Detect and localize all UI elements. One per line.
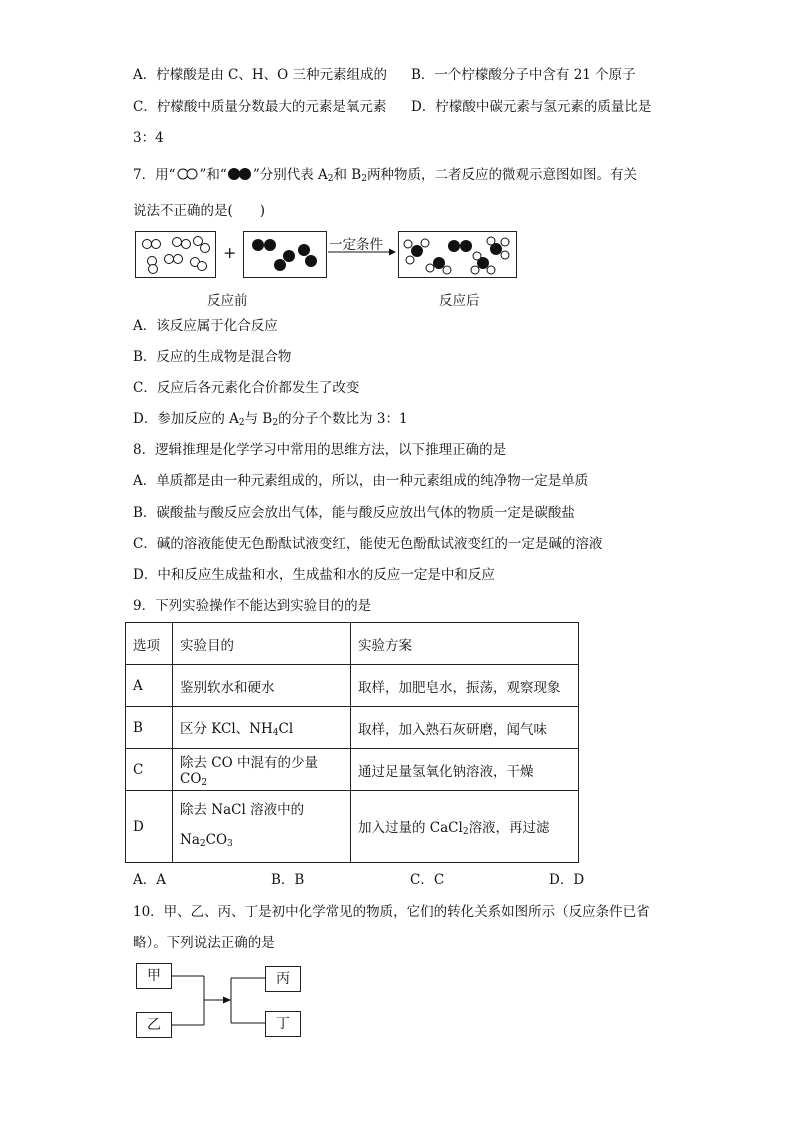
q8-option-d: D．中和反应生成盐和水，生成盐和水的反应一定是中和反应 [133,567,495,583]
reactant-b2-molecules [244,232,326,277]
q6-option-b: B．一个柠檬酸分子中含有 21 个原子 [411,67,636,83]
row-d-goal-line1: 除去 NaCl 溶液中的 [180,801,305,818]
q7-stem-post-a: ”分别代表 A [252,167,328,183]
table-header-row [126,623,579,665]
q7-option-d-b: 与 B [244,411,273,427]
table-row [126,665,579,707]
row-d-goal-co: CO [205,831,228,848]
row-d-goal-sub1: 2 [199,838,206,849]
q7-sub-b: 2 [361,174,367,184]
q7-stem-line2: 说法不正确的是( ) [133,203,266,219]
q7-option-c: C．反应后各元素化合价都发生了改变 [133,380,360,396]
row-a-plan: 取样，加肥皂水，振荡，观察现象 [351,665,579,707]
q7-stem [133,166,637,188]
q9-stem: 9．下列实验操作不能达到实验目的的是 [133,598,372,614]
row-d-plan-sub: 2 [462,827,469,837]
q8-stem: 8．逻辑推理是化学学习中常用的思维方法，以下推理正确的是 [133,442,507,458]
reaction-after-box [398,231,517,278]
q9-option-d: D．D [549,872,585,888]
row-d-plan [351,791,579,863]
q6-option-a: A．柠檬酸是由 C、H、O 三种元素组成的 [133,67,388,83]
row-d-goal [173,791,351,863]
q9-option-b: B．B [271,872,305,888]
row-d-goal-na: Na [180,831,200,848]
q6-option-d-continued: 3：4 [133,130,164,146]
row-c-goal-sub: 2 [201,778,208,788]
header-option: 选项 [126,623,173,665]
q6-option-c: C．柠檬酸中质量分数最大的元素是氧元素 [133,99,387,115]
q7-option-d-sub-b: 2 [272,418,279,428]
row-b-goal-a: 区分 KCl、NH [180,721,273,737]
q7-stem-post-b: 和 B [333,167,362,183]
product-molecules [399,232,516,277]
row-a-key: A [126,665,173,707]
row-c-goal-a: 除去 CO 中混有的少量 CO [180,755,318,787]
table-row [126,791,579,863]
q8-option-a: A．单质都是由一种元素组成的，所以，由一种元素组成的纯净物一定是单质 [133,473,589,489]
q10-stem-line2: 略）。下列说法正确的是 [133,935,275,951]
caption-after: 反应后 [439,293,480,309]
row-c-key: C [126,749,173,791]
q9-table [125,622,579,863]
row-d-plan-b: 溶液，再过滤 [468,820,550,836]
q10-stem-line1: 10．甲、乙、丙、丁是初中化学常见的物质，它们的转化关系如图所示（反应条件已省 [133,904,650,920]
q9-option-c: C．C [410,872,445,888]
q7-option-d-sub-a: 2 [238,418,245,428]
q6-option-d: D．柠檬酸中碳元素与氢元素的质量比是 [411,99,652,115]
q7-option-d-a: D．参加反应的 A [133,411,239,427]
q7-stem-pre: 7．用“ [133,167,176,183]
header-plan: 实验方案 [351,623,579,665]
header-goal: 实验目的 [173,623,351,665]
row-c-plan: 通过足量氢氧化钠溶液，干燥 [351,749,579,791]
q7-stem-mid: ”和“ [199,167,227,183]
row-d-plan-a: 加入过量的 CaCl [358,820,463,836]
white-molecule-icon [176,168,200,180]
reactant-b2-box [243,231,327,278]
table-row [126,707,579,749]
node-bing: 丙 [265,966,301,992]
row-b-plan: 取样，加入熟石灰研磨，闻气味 [351,707,579,749]
q7-option-d-c: 的分子个数比为 3：1 [278,411,408,427]
q7-stem-post-c: 两种物质，二者反应的微观示意图如图。有关 [366,167,637,183]
row-b-key: B [126,707,173,749]
row-b-goal [173,707,351,749]
row-d-key: D [126,791,173,863]
plus-sign: + [223,243,237,262]
reaction-condition-label: 一定条件 [329,237,383,253]
row-a-goal: 鉴别软水和硬水 [173,665,351,707]
reaction-before-box [135,231,216,278]
q7-option-b: B．反应的生成物是混合物 [133,349,292,365]
q7-option-d [133,410,408,432]
node-yi: 乙 [136,1012,172,1038]
q9-option-a: A．A [133,872,166,888]
reactant-a2-molecules [136,232,215,277]
q8-option-b: B．碳酸盐与酸反应会放出气体，能与酸反应放出气体的物质一定是碳酸盐 [133,505,575,521]
node-ding: 丁 [265,1011,301,1037]
row-c-goal [173,749,351,791]
row-d-goal-sub2: 3 [227,838,233,849]
row-b-goal-b: Cl [278,721,294,737]
table-row [126,749,579,791]
row-b-goal-sub: 4 [272,728,279,738]
caption-before: 反应前 [207,293,248,309]
node-jia: 甲 [136,963,172,989]
q8-option-c: C．碱的溶液能使无色酚酞试液变红，能使无色酚酞试液变红的一定是碱的溶液 [133,536,603,552]
black-molecule-icon [227,167,253,181]
q7-sub-a: 2 [327,174,334,184]
q7-option-a: A．该反应属于化合反应 [133,318,278,334]
